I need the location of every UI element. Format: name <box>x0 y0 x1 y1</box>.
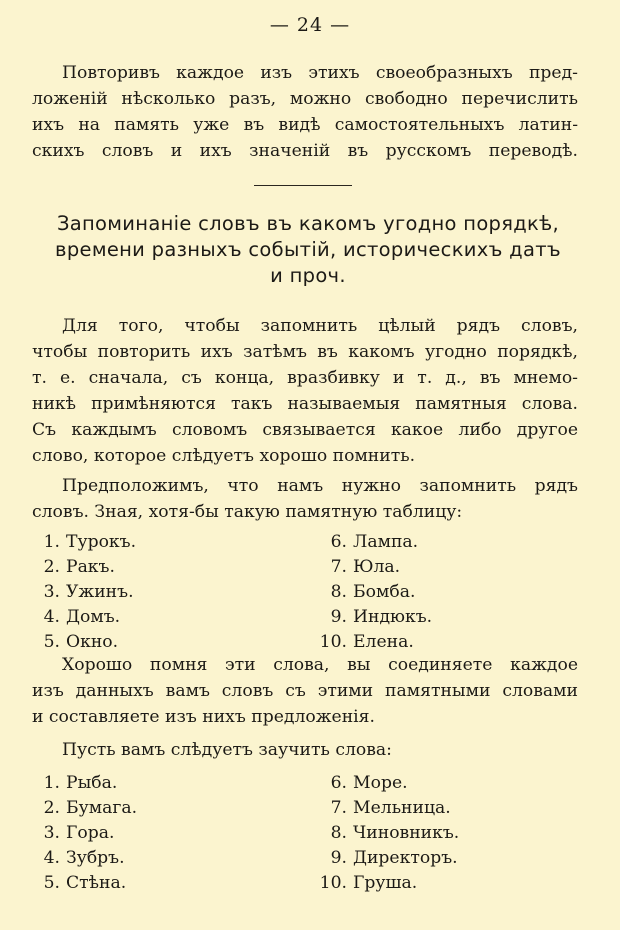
heading-line: и проч. <box>270 264 346 287</box>
text-line: ложеній нѣсколько разъ, можно свободно перечислить <box>32 89 578 109</box>
section-divider <box>254 185 352 186</box>
paragraph-three <box>32 473 578 525</box>
paragraph-two <box>32 313 578 469</box>
item-word: Зубръ. <box>66 848 125 868</box>
list-item <box>32 582 134 602</box>
item-word: Индюкъ. <box>353 607 433 627</box>
list-item <box>319 632 414 652</box>
list-item <box>32 823 114 843</box>
text-line: Повторивъ каждое изъ этихъ своеобразныхъ пред- <box>62 63 578 83</box>
item-number: 8. <box>330 582 347 602</box>
item-number: 5. <box>43 632 60 652</box>
text-line: т. е. сначала, съ конца, вразбивку и т. д., въ мнемо- <box>32 368 578 388</box>
item-word: Юла. <box>353 557 401 577</box>
section-heading <box>28 211 588 289</box>
item-number: 7. <box>330 798 347 818</box>
item-number: 10. <box>319 873 347 893</box>
item-number: 9. <box>330 848 347 868</box>
item-word: Бумага. <box>66 798 138 818</box>
list-item <box>32 557 115 577</box>
item-word: Рыба. <box>66 773 118 793</box>
page-number: — 24 — <box>269 14 351 36</box>
item-word: Лампа. <box>353 532 419 552</box>
list-item <box>319 582 415 602</box>
text-line: слово, которое слѣдуетъ хорошо помнить. <box>32 446 416 466</box>
text-line: Съ каждымъ словомъ связывается какое либо другое <box>32 420 578 440</box>
item-number: 9. <box>330 607 347 627</box>
list-item <box>32 632 118 652</box>
item-number: 10. <box>319 632 347 652</box>
paragraph-five <box>32 737 578 763</box>
item-word: Гора. <box>66 823 115 843</box>
item-word: Чиновникъ. <box>353 823 460 843</box>
item-word: Море. <box>353 773 408 793</box>
list-item <box>32 773 117 793</box>
heading-line: времени разныхъ событій, историческихъ датъ <box>55 238 561 261</box>
list-item <box>319 873 417 893</box>
heading-line: Запоминаніе словъ въ какомъ угодно порядкѣ, <box>56 212 560 235</box>
text-line: и составляете изъ нихъ предложенія. <box>32 707 375 727</box>
text-line: изъ данныхъ вамъ словъ съ этими памятными словами <box>32 681 578 701</box>
text-line: Предположимъ, что намъ нужно запомнить рядъ <box>62 476 578 496</box>
item-number: 2. <box>43 798 60 818</box>
list-item <box>319 798 451 818</box>
item-word: Окно. <box>66 632 119 652</box>
item-word: Груша. <box>353 873 418 893</box>
text-line: скихъ словъ и ихъ значеній въ русскомъ переводѣ. <box>32 141 578 161</box>
item-number: 4. <box>43 607 60 627</box>
item-word: Домъ. <box>66 607 121 627</box>
list-item <box>32 873 126 893</box>
text-line: Для того, чтобы запомнить цѣлый рядъ словъ, <box>62 316 578 336</box>
text-line: никѣ примѣняются такъ называемыя памятныя слова. <box>32 394 578 414</box>
item-number: 3. <box>43 823 60 843</box>
item-word: Бомба. <box>353 582 416 602</box>
list-item <box>32 798 137 818</box>
list-item <box>319 823 459 843</box>
list-item <box>32 848 125 868</box>
item-number: 3. <box>43 582 60 602</box>
text-line: чтобы повторить ихъ затѣмъ въ какомъ угодно порядкѣ, <box>32 342 578 362</box>
item-number: 5. <box>43 873 60 893</box>
item-word: Елена. <box>353 632 414 652</box>
item-number: 7. <box>330 557 347 577</box>
list-item <box>319 607 432 627</box>
item-number: 2. <box>43 557 60 577</box>
item-word: Ужинъ. <box>66 582 134 602</box>
item-word: Ракъ. <box>66 557 115 577</box>
list-item <box>319 848 458 868</box>
item-word: Директоръ. <box>353 848 458 868</box>
item-number: 1. <box>43 532 60 552</box>
list-item <box>319 773 408 793</box>
list-item <box>319 532 418 552</box>
item-number: 8. <box>330 823 347 843</box>
list-item <box>319 557 400 577</box>
text-line: словъ. Зная, хотя-бы такую памятную таблицу: <box>32 502 463 522</box>
item-word: Стѣна. <box>66 873 127 893</box>
list-item <box>32 532 136 552</box>
intro-paragraph <box>32 60 578 164</box>
text-line: Пусть вамъ слѣдуетъ заучить слова: <box>62 740 392 760</box>
item-number: 6. <box>330 532 347 552</box>
text-line: Хорошо помня эти слова, вы соединяете каждое <box>62 655 578 675</box>
paragraph-four <box>32 652 578 730</box>
item-number: 4. <box>43 848 60 868</box>
text-line: ихъ на память уже въ видѣ самостоятельныхъ латин- <box>32 115 578 135</box>
item-number: 6. <box>330 773 347 793</box>
item-number: 1. <box>43 773 60 793</box>
item-word: Турокъ. <box>66 532 137 552</box>
list-item <box>32 607 120 627</box>
item-word: Мельница. <box>353 798 451 818</box>
